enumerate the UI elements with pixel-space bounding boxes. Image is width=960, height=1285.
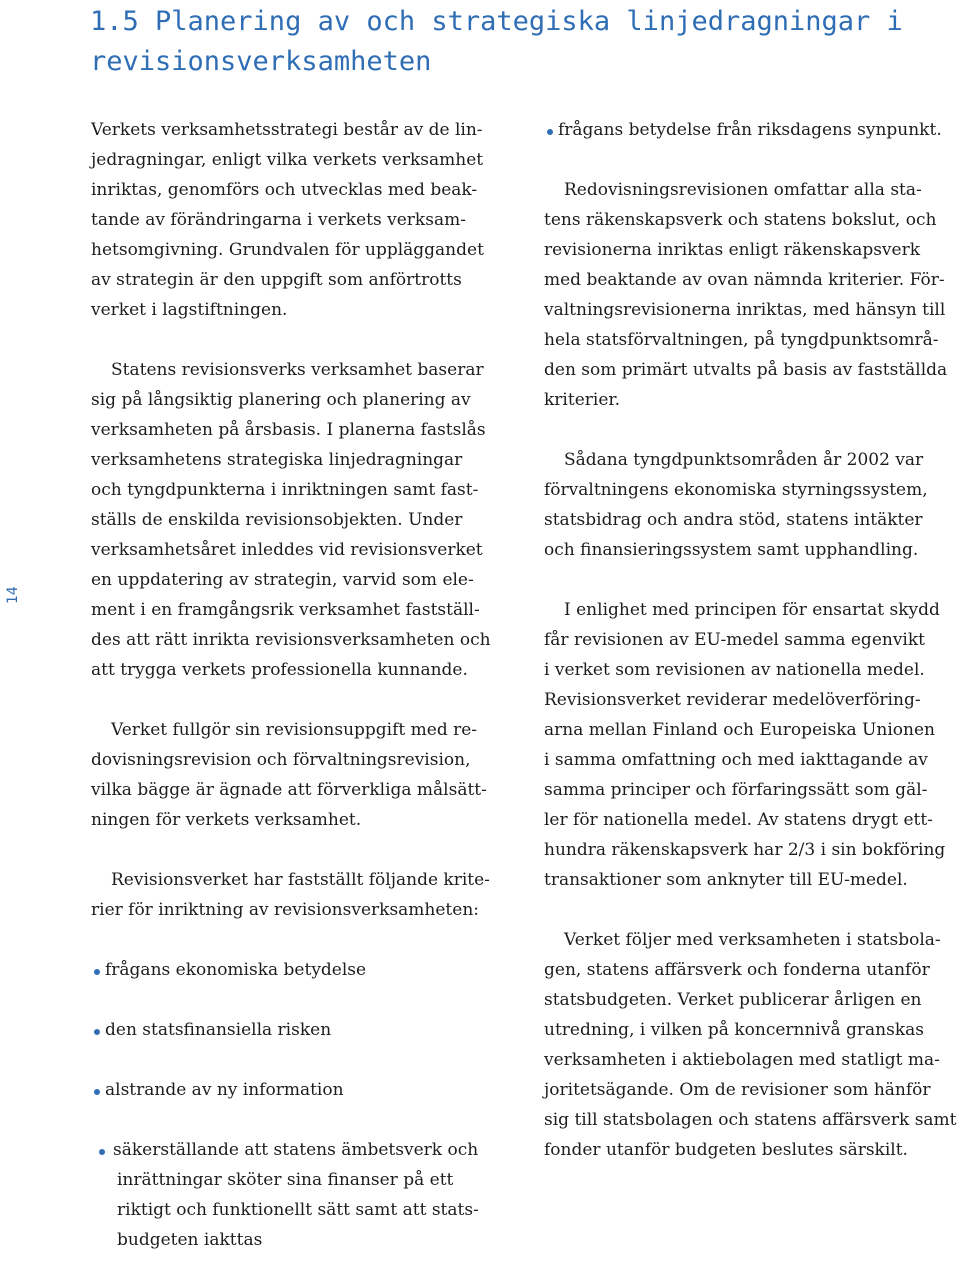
text-line: ler för nationella medel. Av statens drygt ett- (544, 810, 933, 830)
paragraph-planning (91, 355, 505, 685)
list-item (91, 1135, 505, 1255)
text-line: verksamhetens strategiska linjedragningar (91, 450, 463, 470)
title-line-1: 1.5 Planering av och strategiska linjedragningar i (90, 6, 903, 37)
text-line: Statens revisionsverks verksamhet baserar (111, 360, 484, 380)
text-line: des att rätt inrikta revisionsverksamheten och (91, 630, 491, 650)
text-line: dovisningsrevision och förvaltningsrevision, (91, 750, 471, 770)
bullet-text: säkerställande att statens ämbetsverk och (91, 1135, 505, 1165)
text-line: tande av förändringarna i verkets verksam- (91, 210, 466, 230)
text-line: verksamheten i aktiebolagen med statligt ma- (544, 1050, 940, 1070)
bullet-text: den statsfinansiella risken (91, 1015, 505, 1045)
bullet-text: frågans ekonomiska betydelse (91, 955, 505, 985)
text-line: sig på långsiktig planering och planering av (91, 390, 471, 410)
page-title (90, 2, 950, 82)
text-line: verksamheten på årsbasis. I planerna fastslås (91, 420, 486, 440)
text-line: Revisionsverket har fastställt följande krite- (111, 870, 490, 890)
text-line: Verkets verksamhetsstrategi består av de lin- (91, 120, 483, 140)
text-line: samma principer och förfaringssätt som gäl- (544, 780, 928, 800)
text-line: arna mellan Finland och Europeiska Unionen (544, 720, 935, 740)
text-line: ställs de enskilda revisionsobjekten. Under (91, 510, 463, 530)
text-line: ment i en framgångsrik verksamhet fastställ- (91, 600, 480, 620)
text-line: i verket som revisionen av nationella medel. (544, 660, 925, 680)
list-item (91, 1075, 505, 1105)
text-line: ningen för verkets verksamhet. (91, 810, 362, 830)
text-line: I enlighet med principen för ensartat skydd (564, 600, 940, 620)
right-column (544, 115, 958, 1195)
text-line: verksamhetsåret inleddes vid revisionsverket (91, 540, 483, 560)
text-line: hundra räkenskapsverk har 2/3 i sin bokföring (544, 840, 946, 860)
text-line: vilka bägge är ägnade att förverkliga målsätt- (91, 780, 487, 800)
text-line: sig till statsbolagen och statens affärsverk samt (544, 1110, 957, 1130)
text-line: verket i lagstiftningen. (91, 300, 288, 320)
criteria-list (91, 955, 505, 1255)
paragraph-state-companies (544, 925, 958, 1165)
list-item (91, 955, 505, 985)
paragraph-strategy (91, 115, 505, 325)
text-line: en uppdatering av strategin, varvid som ele- (91, 570, 474, 590)
text-line: den som primärt utvalts på basis av fastställda (544, 360, 948, 380)
text-line: statsbidrag och andra stöd, statens intäkter (544, 510, 923, 530)
paragraph-financial-audit (544, 175, 958, 415)
text-line: av strategin är den uppgift som anförtrotts (91, 270, 462, 290)
text-line: tens räkenskapsverk och statens bokslut, och (544, 210, 937, 230)
bullet-text: riktigt och funktionellt sätt samt att stats- (117, 1200, 479, 1220)
text-line: förvaltningens ekonomiska styrningssystem, (544, 480, 928, 500)
list-item (91, 1015, 505, 1045)
paragraph-criteria-intro (91, 865, 505, 925)
text-line: statsbudgeten. Verket publicerar årligen en (544, 990, 922, 1010)
title-line-2: revisionsverksamheten (90, 46, 432, 77)
text-line: utredning, i vilken på koncernnivå granskas (544, 1020, 924, 1040)
text-line: jedragningar, enligt vilka verkets verksamhet (91, 150, 484, 170)
paragraph-eu-funds (544, 595, 958, 895)
text-line: fonder utanför budgeten beslutes särskilt. (544, 1140, 908, 1160)
text-line: hetsomgivning. Grundvalen för uppläggandet (91, 240, 484, 260)
paragraph-focus-areas (544, 445, 958, 565)
bullet-text: inrättningar sköter sina finanser på ett (117, 1170, 454, 1190)
text-line: och tyngdpunkterna i inriktningen samt fast- (91, 480, 479, 500)
text-line: rier för inriktning av revisionsverksamheten: (91, 900, 480, 920)
paragraph-audit-task (91, 715, 505, 835)
text-line: får revisionen av EU-medel samma egenvikt (544, 630, 925, 650)
left-column (91, 115, 505, 1285)
text-line: gen, statens affärsverk och fonderna utanför (544, 960, 930, 980)
text-line: inriktas, genomförs och utvecklas med beak- (91, 180, 478, 200)
text-line: Verket följer med verksamheten i statsbola- (564, 930, 941, 950)
bullet-text: frågans betydelse från riksdagens synpunkt. (544, 115, 958, 145)
text-line: kriterier. (544, 390, 621, 410)
criteria-list-continued (544, 115, 958, 145)
bullet-text: alstrande av ny information (91, 1075, 505, 1105)
bullet-text: budgeten iakttas (117, 1230, 263, 1250)
text-line: Redovisningsrevisionen omfattar alla sta- (564, 180, 922, 200)
text-line: att trygga verkets professionella kunnande. (91, 660, 468, 680)
text-line: hela statsförvaltningen, på tyngdpunktsområ- (544, 330, 939, 350)
text-line: joritetsägande. Om de revisioner som hänför (544, 1080, 931, 1100)
text-line: och finansieringssystem samt upphandling. (544, 540, 919, 560)
text-line: valtningsrevisionerna inriktas, med hänsyn till (544, 300, 946, 320)
text-line: i samma omfattning och med iakttagande av (544, 750, 928, 770)
text-line: Sådana tyngdpunktsområden år 2002 var (564, 450, 924, 470)
text-line: Revisionsverket reviderar medelöverföring- (544, 690, 921, 710)
text-line: transaktioner som anknyter till EU-medel. (544, 870, 908, 890)
text-line: med beaktande av ovan nämnda kriterier. För- (544, 270, 945, 290)
text-line: Verket fullgör sin revisionsuppgift med re- (111, 720, 478, 740)
page-number: 14 (5, 586, 21, 604)
text-line: revisionerna inriktas enligt räkenskapsverk (544, 240, 921, 260)
